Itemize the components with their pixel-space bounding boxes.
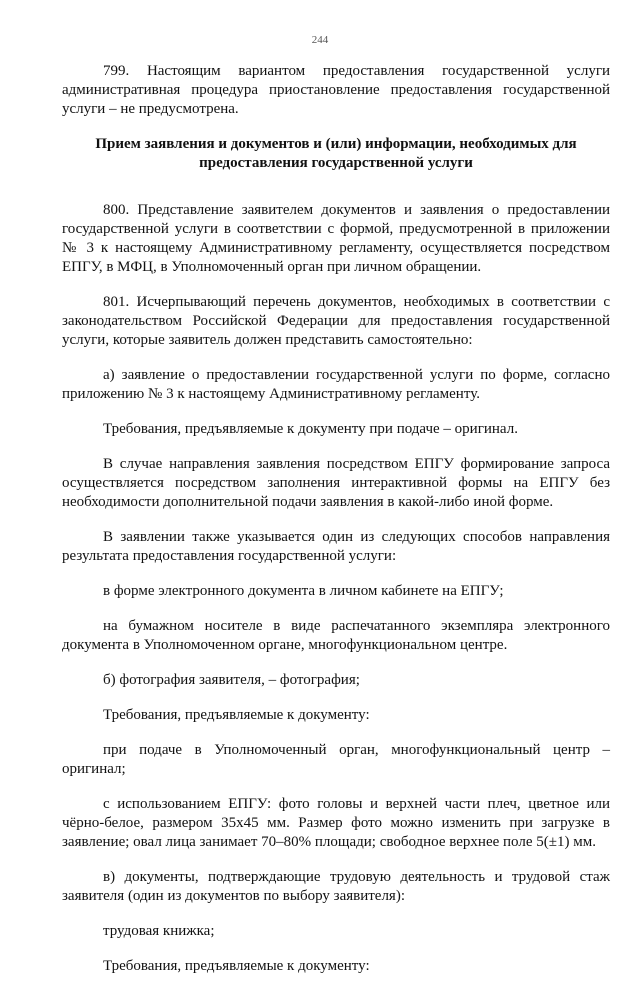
- section-heading: Прием заявления и документов и (или) информации, необходимых для предоставления государственной услуги: [95, 136, 577, 171]
- paragraph-requirements-original: Требования, предъявляемые к документу при подаче – оригинал.: [103, 421, 518, 437]
- document-body: [62, 62, 610, 992]
- paragraph-item-a: а) заявление о предоставлении государственной услуги по форме, согласно приложению № 3 к настоящему Административному регламенту.: [62, 367, 610, 402]
- page-number: 244: [311, 34, 329, 46]
- paragraph-result-methods: В заявлении также указывается один из следующих способов направления результата предоставления государственной услуги:: [62, 529, 610, 564]
- paragraph-electronic: в форме электронного документа в личном кабинете на ЕПГУ;: [103, 583, 504, 599]
- paragraph-photo-spec: с использованием ЕПГУ: фото головы и верхней части плеч, цветное или чёрно-белое, размером 35х45 мм. Размер фото можно изменить при загрузке в заявление; овал лица занимает 70–80% площади; свободное верхнее поле 5(±1) мм.: [62, 796, 610, 850]
- paragraph-epgu-form: В случае направления заявления посредством ЕПГУ формирование запроса осуществляется посредством заполнения интерактивной формы на ЕПГУ без необходимости дополнительной подачи заявления в какой-либо иной форме.: [62, 456, 610, 510]
- paragraph-work-book: трудовая книжка;: [103, 923, 215, 939]
- paragraph-paper: на бумажном носителе в виде распечатанного экземпляра электронного документа в Уполномоченном органе, многофункциональном центре.: [62, 618, 610, 653]
- paragraph-requirements: Требования, предъявляемые к документу:: [103, 707, 370, 723]
- paragraph-requirements-2: Требования, предъявляемые к документу:: [103, 958, 370, 974]
- paragraph-799: 799. Настоящим вариантом предоставления государственной услуги административная процедура приостановление предоставления государственной услуги – не предусмотрена.: [62, 63, 610, 117]
- paragraph-submission-original: при подаче в Уполномоченный орган, многофункциональный центр – оригинал;: [62, 742, 610, 777]
- paragraph-800: 800. Представление заявителем документов и заявления о предоставлении государственной услуги в соответствии с формой, предусмотренной в приложении № 3 к настоящему Административному регламенту, осуществляется посредством ЕПГУ, в МФЦ, в Уполномоченный орган при личном обращении.: [62, 202, 610, 275]
- paragraph-item-b: б) фотография заявителя, – фотография;: [103, 672, 360, 688]
- paragraph-item-v: в) документы, подтверждающие трудовую деятельность и трудовой стаж заявителя (один из документов по выбору заявителя):: [62, 869, 610, 904]
- paragraph-801: 801. Исчерпывающий перечень документов, необходимых в соответствии с законодательством Российской Федерации для предоставления государственной услуги, которые заявитель должен представить самостоятельно:: [62, 294, 610, 348]
